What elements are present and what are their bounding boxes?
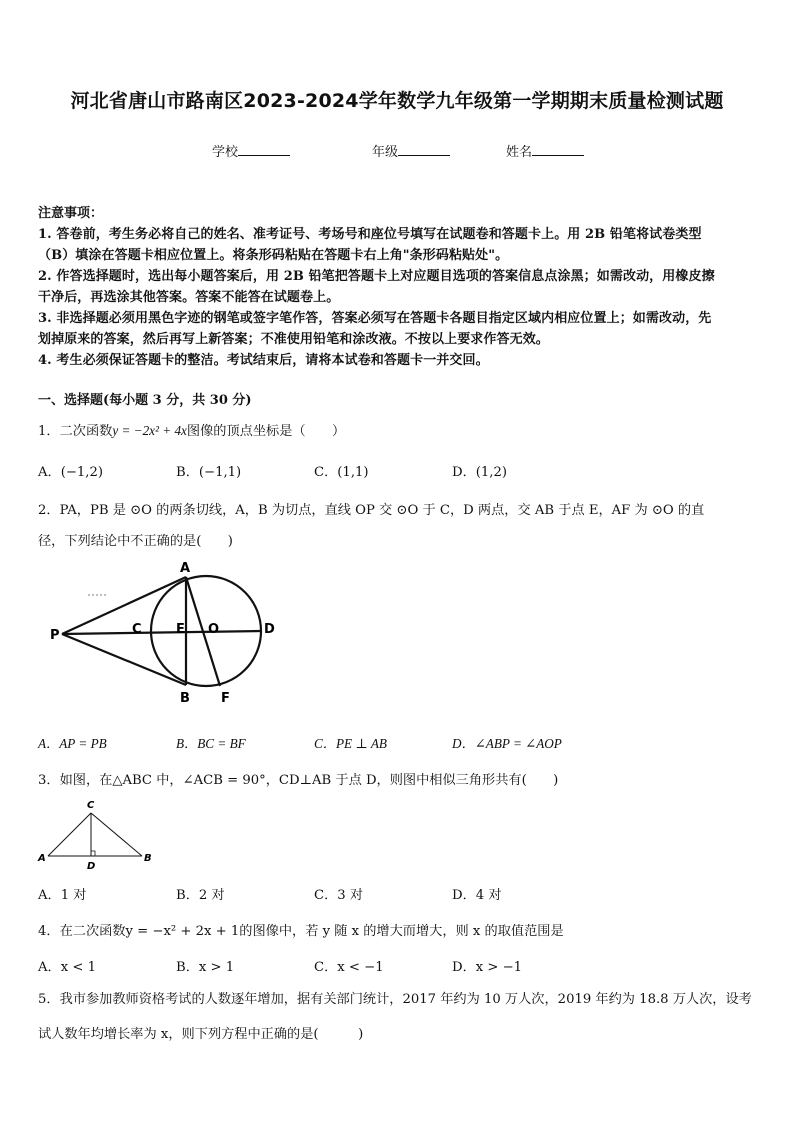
label-c: C (132, 622, 142, 637)
label-d: D (264, 622, 275, 637)
school-blank (238, 144, 290, 156)
school-field (212, 141, 290, 160)
q3-option-c[interactable]: C．3 对 (314, 888, 364, 903)
name-blank (532, 144, 584, 156)
line-pd (62, 631, 261, 634)
note-line: 1. 答卷前，考生务必将自己的姓名、准考证号、考场号和座位号填写在试题卷和答题卡上。用 2B 铅笔将试卷类型 (38, 227, 702, 242)
grade-field (372, 141, 450, 160)
tangent-pa (62, 577, 186, 634)
q2-option-c[interactable]: C．PE ⊥ AB (314, 736, 387, 751)
note-line: 2. 作答选择题时，选出每小题答案后，用 2B 铅笔把答题卡上对应题目选项的答案信息点涂黑；如需改动，用橡皮擦 (38, 269, 715, 284)
q4-stem-pre: 4．在二次函数 (38, 924, 126, 939)
q4-option-c[interactable]: C．x < −1 (314, 960, 384, 975)
q4-option-a[interactable]: A．x < 1 (38, 960, 96, 975)
label-c: C (87, 800, 95, 811)
page-title: 河北省唐山市路南区2023-2024学年数学九年级第一学期期末质量检测试题 (70, 90, 724, 112)
q3-option-a[interactable]: A．1 对 (38, 888, 87, 903)
label-p: P (50, 628, 60, 643)
q3-option-b[interactable]: B．2 对 (176, 888, 225, 903)
q1-option-a[interactable]: A．(−1,2) (38, 465, 104, 480)
tangent-pb (62, 634, 186, 685)
grade-blank (398, 144, 450, 156)
q1-option-c[interactable]: C．(1,1) (314, 465, 369, 480)
q1-stem-post: 图像的顶点坐标是（ ） (186, 424, 346, 439)
label-o: O (208, 622, 220, 637)
q1-formula: y = −2x² + 4x (112, 423, 187, 438)
q1-option-b[interactable]: B．(−1,1) (176, 465, 242, 480)
label-b: B (144, 853, 152, 864)
q3-figure (34, 797, 164, 872)
q4-stem-post: 的图像中，若 y 随 x 的增大而增大，则 x 的取值范围是 (239, 924, 564, 939)
q4-option-d[interactable]: D．x > −1 (452, 960, 523, 975)
section-heading: 一、选择题(每小题 3 分，共 30 分) (38, 393, 252, 408)
q5-stem-line1: 5．我市参加教师资格考试的人数逐年增加，据有关部门统计，2017 年约为 10 万人次，2019 年约为 18.8 万人次，设考 (38, 992, 752, 1007)
name-field (506, 141, 584, 160)
label-b: B (180, 691, 190, 706)
label-a: A (180, 561, 191, 576)
q3-stem: 3．如图，在△ABC 中，∠ACB = 90°，CD⊥AB 于点 D，则图中相似三角形共有( ) (38, 773, 559, 788)
question-1 (38, 420, 345, 439)
q1-stem-pre: 1．二次函数 (38, 424, 113, 439)
note-line: 划掉原来的答案，然后再写上新答案；不准使用铅笔和涂改液。不按以上要求作答无效。 (38, 332, 549, 347)
q1-option-d[interactable]: D．(1,2) (452, 465, 508, 480)
name-label: 姓名 (506, 145, 533, 160)
label-d: D (87, 861, 96, 872)
q2-stem-line2: 径，下列结论中不正确的是( ) (38, 534, 233, 549)
note-line: 干净后，再选涂其他答案。答案不能答在试题卷上。 (38, 290, 340, 305)
q2-figure (40, 555, 290, 710)
q3-option-d[interactable]: D．4 对 (452, 888, 502, 903)
q4-option-b[interactable]: B．x > 1 (176, 960, 235, 975)
q2-stem-line1: 2．PA，PB 是 ⊙O 的两条切线，A，B 为切点，直线 OP 交 ⊙O 于 C，D 两点，交 AB 于点 E，AF 为 ⊙O 的直 (38, 503, 705, 518)
label-a: A (38, 853, 46, 864)
note-line: （B）填涂在答题卡相应位置上。将条形码粘贴在答题卡右上角"条形码粘贴处"。 (38, 248, 509, 263)
notes-heading: 注意事项： (38, 206, 104, 221)
note-line: 3. 非选择题必须用黑色字迹的钢笔或签字笔作答，答案必须写在答题卡各题目指定区域内相应位置上；如需改动，先 (38, 311, 712, 326)
label-f: F (221, 691, 230, 706)
note-line: 4. 考生必须保证答题卡的整洁。考试结束后，请将本试卷和答题卡一并交回。 (38, 353, 489, 368)
label-e: E (176, 622, 185, 637)
q2-option-a[interactable]: A．AP = PB (38, 736, 107, 751)
grade-label: 年级 (372, 145, 399, 160)
question-4 (38, 920, 564, 939)
q4-formula: y = −x² + 2x + 1 (125, 924, 240, 939)
q2-option-b[interactable]: B．BC = BF (176, 736, 246, 751)
q2-option-d[interactable]: D．∠ABP = ∠AOP (452, 736, 562, 751)
side-ac (48, 813, 91, 856)
side-bc (91, 813, 142, 856)
right-angle-mark (91, 851, 95, 856)
school-label: 学校 (212, 145, 239, 160)
q5-stem-line2: 试人数年均增长率为 x，则下列方程中正确的是( ) (38, 1027, 364, 1042)
